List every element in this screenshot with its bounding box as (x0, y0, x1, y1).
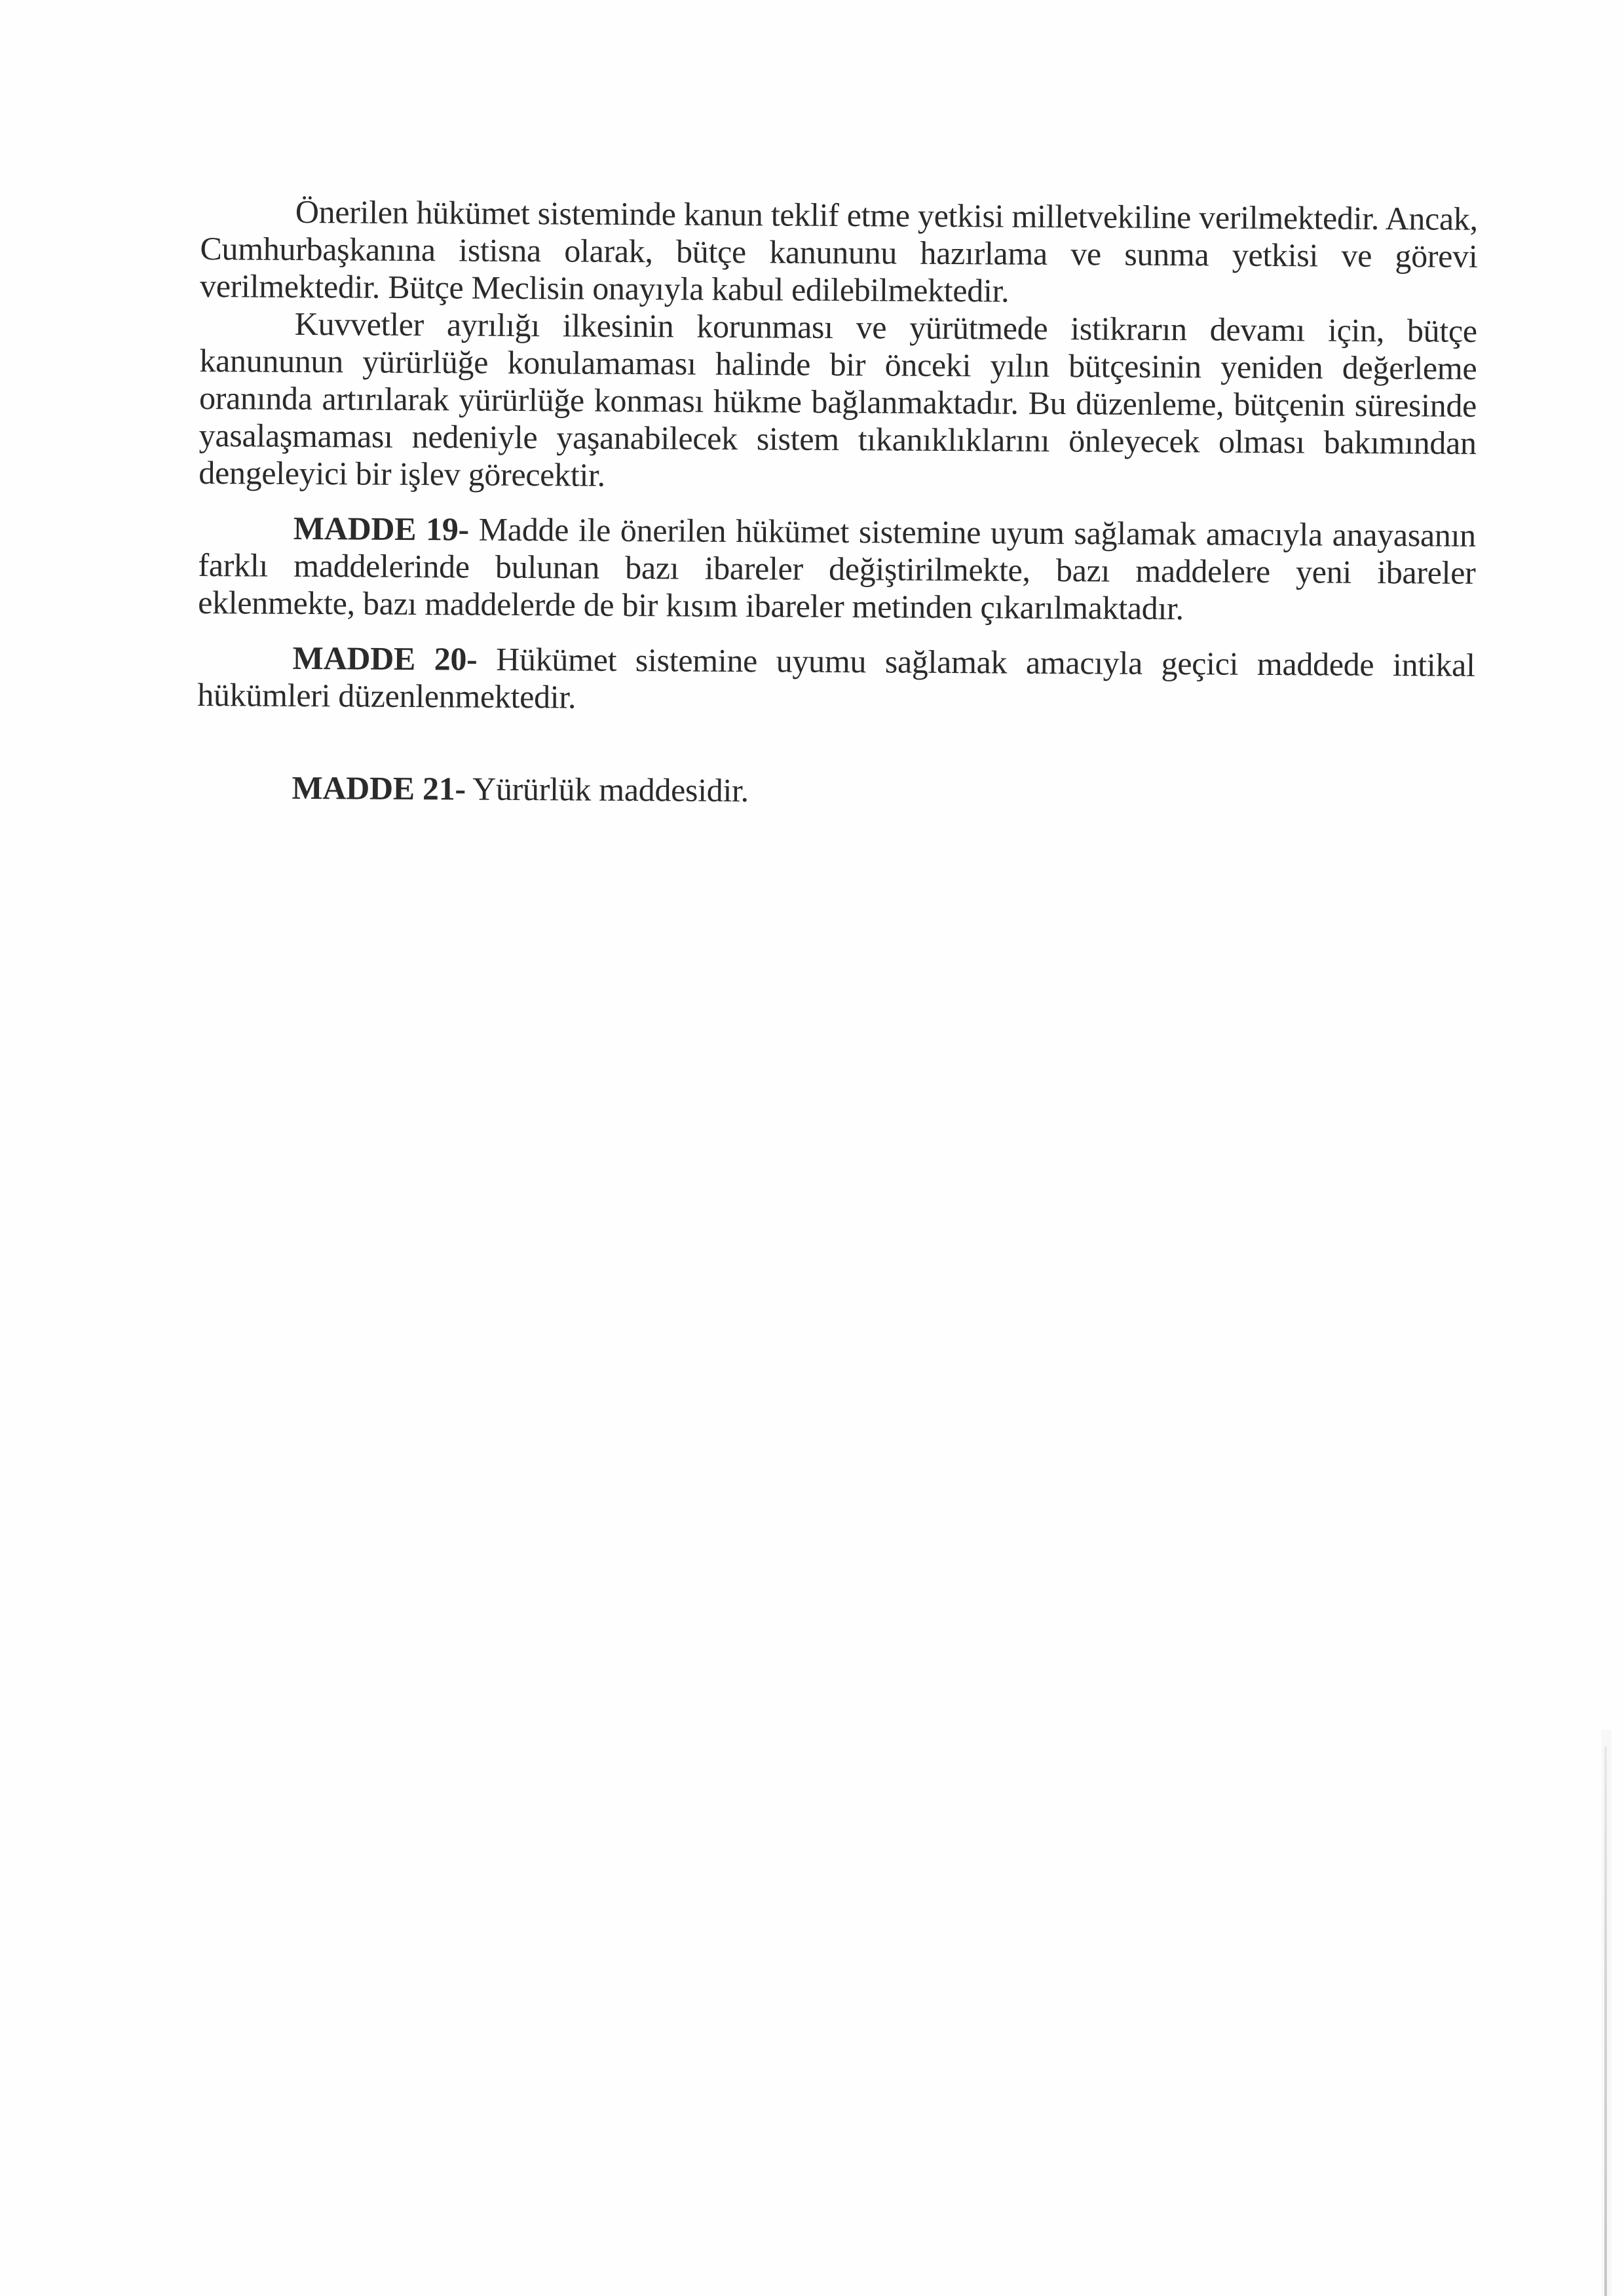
paragraph-separation-of-powers (198, 305, 1477, 499)
article-20 (197, 639, 1475, 721)
article-text: Hükümet sistemine uyumu sağlamak amacıyla geçici maddede intikal hükümleri düzenlenmektedir. (197, 640, 1475, 716)
article-19 (198, 509, 1476, 629)
article-21 (197, 769, 1474, 814)
article-label: MADDE 20- (292, 639, 478, 678)
article-label: MADDE 21- (292, 769, 466, 807)
scan-edge-line (1604, 1746, 1607, 2296)
article-label: MADDE 19- (293, 509, 470, 548)
document-body (197, 193, 1478, 814)
paragraph-text: Kuvvetler ayrılığı ilkesinin korunması ve yürütmede istikrarın devamı için, bütçe kanununun yürürlüğe konulamaması halinde bir önceki yılın bütçesinin yeniden değerleme oranında artırılarak yürürlüğe konması hükme bağlanmaktadır. Bu düzenleme, bütçenin süresinde yasalaşmaması nedeniyle yaşanabilecek sistem tıkanıklıklarını önleyecek olması bakımından dengeleyici bir işlev görecektir. (198, 305, 1477, 493)
article-text: Yürürlük maddesidir. (472, 770, 749, 809)
article-text: Madde ile önerilen hükümet sistemine uyum sağlamak amacıyla anayasanın farklı maddelerinde bulunan bazı ibareler değiştirilmekte, bazı maddelere yeni ibareler eklenmekte, bazı maddelerde de bir kısım ibareler metinden çıkarılmaktadır. (198, 510, 1477, 627)
paragraph-budget-proposal (200, 193, 1478, 313)
paragraph-text: Önerilen hükümet sisteminde kanun teklif etme yetkisi milletvekiline verilmektedir. Ancak, Cumhurbaşkanına istisna olarak, bütçe kanununu hazırlama ve sunma yetkisi ve görevi verilmektedir. Bütçe Meclisin onayıyla kabul edilebilmektedir. (199, 193, 1478, 309)
